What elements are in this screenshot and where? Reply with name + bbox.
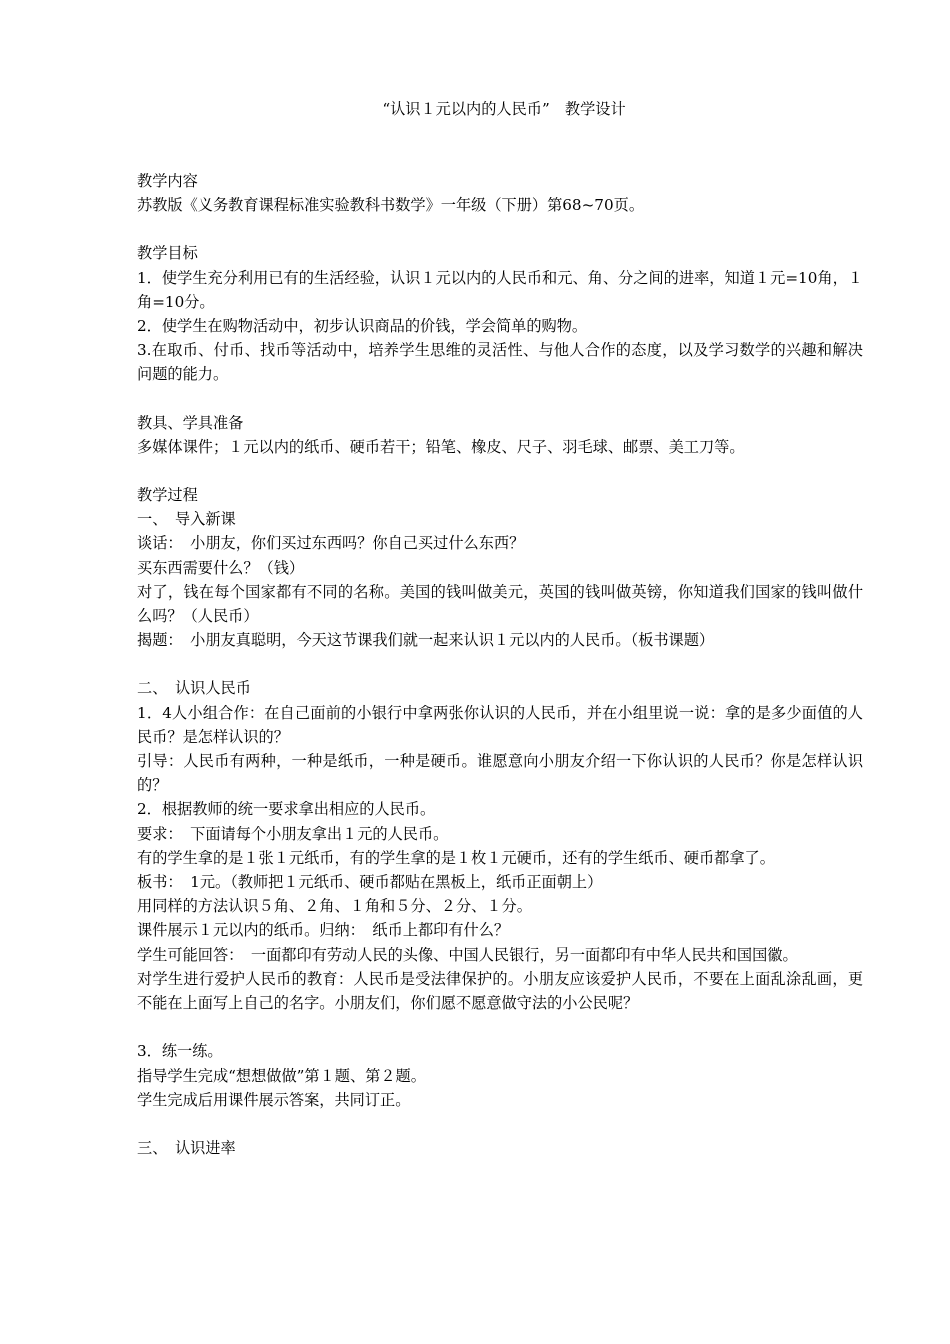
- section-heading: 3．练一练。: [137, 1042, 223, 1061]
- section-heading: 二、 认识人民币: [137, 679, 251, 698]
- paragraph: 学生完成后用课件展示答案，共同订正。: [137, 1090, 411, 1109]
- section-teaching-goals: [137, 241, 863, 386]
- section-heading: 三、 认识进率: [137, 1138, 236, 1157]
- paragraph: 苏教版《义务教育课程标准实验教科书数学》一年级（下册）第68~70页。: [137, 196, 645, 215]
- paragraph: 板书： 1元。（教师把１元纸币、硬币都贴在黑板上，纸币正面朝上）: [137, 873, 603, 892]
- document-page: [137, 97, 863, 1184]
- paragraph: 要求： 下面请每个小朋友拿出１元的人民币。: [137, 824, 449, 843]
- document-title: “认识１元以内的人民币” 教学设计: [382, 100, 626, 118]
- paragraph: 课件展示１元以内的纸币。归纳： 纸币上都印有什么？: [137, 921, 510, 940]
- section-heading: 教学过程: [137, 486, 198, 505]
- section-heading: 教学内容: [137, 172, 198, 190]
- section-teaching-content: [137, 169, 863, 217]
- paragraph: 3.在取币、付币、找币等活动中，培养学生思维的灵活性、与他人合作的态度，以及学习数学的兴趣和解决问题的能力。: [137, 341, 863, 384]
- paragraph: 2．根据教师的统一要求拿出相应的人民币。: [137, 800, 436, 819]
- paragraph: 对了，钱在每个国家都有不同的名称。美国的钱叫做美元，英国的钱叫做英镑，你知道我们国家的钱叫做什么吗？（人民币）: [137, 582, 863, 626]
- section-teaching-process: [137, 483, 863, 652]
- section-heading: 教学目标: [137, 244, 198, 263]
- paragraph: 买东西需要什么？（钱）: [137, 558, 305, 577]
- paragraph: 揭题： 小朋友真聪明，今天这节课我们就一起来认识１元以内的人民币。（板书课题）: [137, 631, 715, 650]
- section-materials: [137, 411, 863, 459]
- paragraph: 多媒体课件；１元以内的纸币、硬币若干；铅笔、橡皮、尺子、羽毛球、邮票、美工刀等。: [137, 437, 745, 456]
- section-practice: [137, 1039, 863, 1112]
- paragraph: 2．使学生在购物活动中，初步认识商品的价钱，学会简单的购物。: [137, 317, 588, 336]
- paragraph: 一、 导入新课: [137, 510, 236, 529]
- paragraph: 引导：人民币有两种，一种是纸币，一种是硬币。谁愿意向小朋友介绍一下你认识的人民币？你是怎样认识的？: [137, 752, 863, 795]
- paragraph: 指导学生完成“想想做做”第１题、第２题。: [137, 1066, 426, 1085]
- section-exchange-rate: [137, 1136, 863, 1160]
- paragraph: 对学生进行爱护人民币的教育：人民币是受法律保护的。小朋友应该爱护人民币，不要在上面乱涂乱画，更不能在上面写上自己的名字。小朋友们，你们愿不愿意做守法的小公民呢？: [137, 969, 863, 1013]
- paragraph: 学生可能回答： 一面都印有劳动人民的头像、中国人民银行，另一面都印有中华人民共和国国徽。: [137, 945, 798, 964]
- paragraph: 谈话： 小朋友，你们买过东西吗？你自己买过什么东西？: [137, 534, 525, 553]
- paragraph: 1．4人小组合作：在自己面前的小银行中拿两张你认识的人民币，并在小组里说一说：拿的是多少面值的人民币？是怎样认识的？: [137, 703, 863, 746]
- paragraph: 有的学生拿的是１张１元纸币，有的学生拿的是１枚１元硬币，还有的学生纸币、硬币都拿了。: [137, 848, 775, 867]
- section-recognize-rmb: [137, 676, 863, 1015]
- section-heading: 教具、学具准备: [137, 413, 244, 432]
- paragraph: 用同样的方法认识５角、２角、１角和５分、２分、１分。: [137, 897, 532, 916]
- paragraph: 1．使学生充分利用已有的生活经验，认识１元以内的人民币和元、角、分之间的进率，知道１元=10角，１角=10分。: [137, 268, 863, 311]
